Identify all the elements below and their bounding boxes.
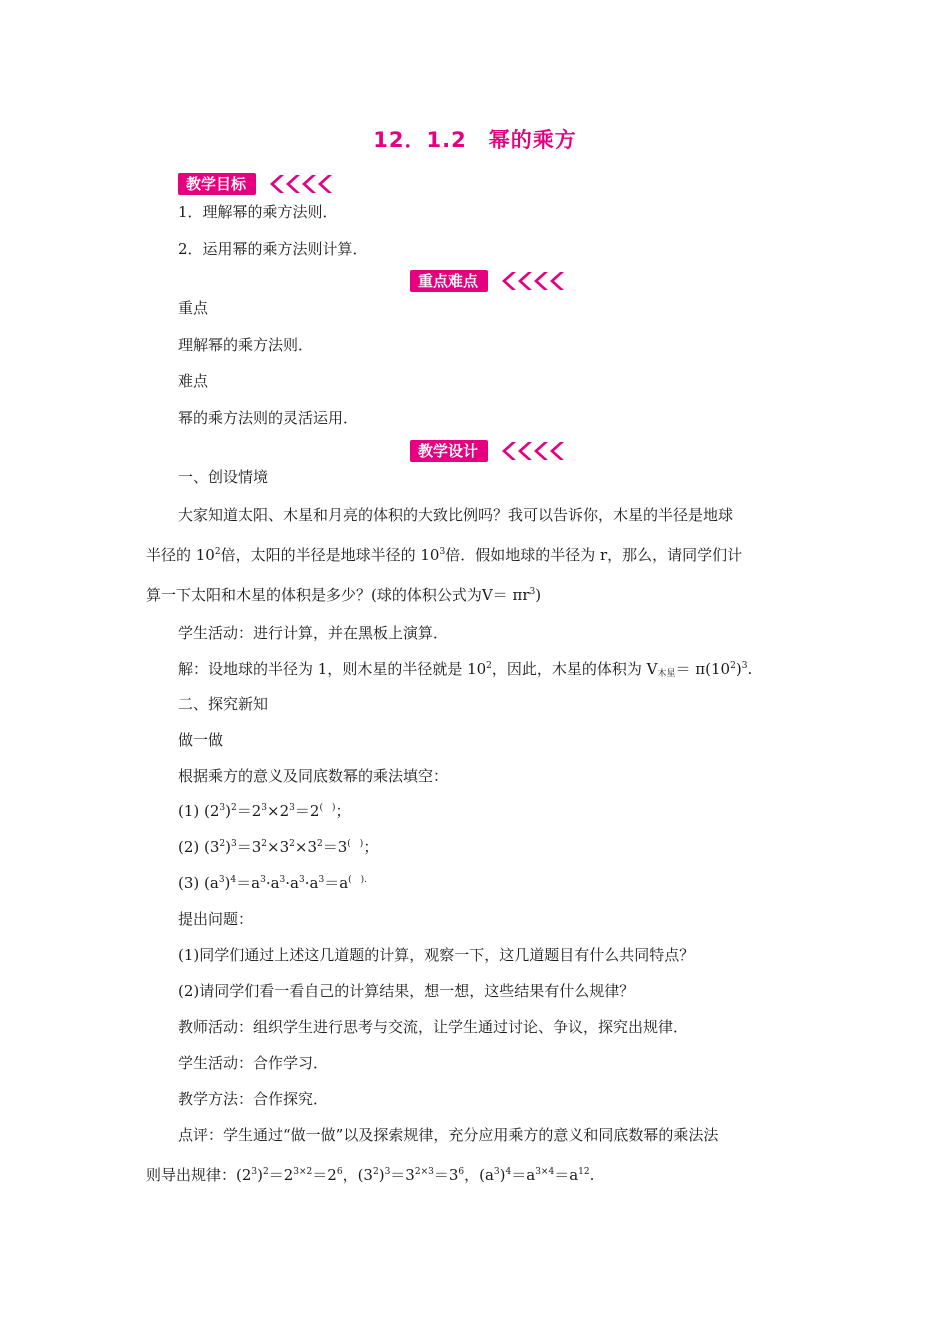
try-heading: 做一做 <box>178 731 224 749</box>
teaching-method: 教学方法：合作探究． <box>178 1090 329 1108</box>
part1-heading: 一、创设情境 <box>178 468 269 486</box>
banner-label: 教学设计 <box>410 440 488 462</box>
objective-item: 2．运用幂的乘方法则计算． <box>178 240 368 258</box>
question-item: (1)同学们通过上述这几道题的计算，观察一下，这几道题目有什么共同特点？ <box>178 946 695 964</box>
page-title: 12．1.2 幂的乘方 <box>373 128 577 152</box>
section-banner-objectives <box>178 173 348 195</box>
chevrons-icon <box>498 271 578 291</box>
question-item: (2)请同学们看一看自己的计算结果，想一想，这些结果有什么规律？ <box>178 982 635 1000</box>
difficulty-heading: 难点 <box>178 372 209 390</box>
key-heading: 重点 <box>178 299 209 317</box>
part2-heading: 二、探究新知 <box>178 695 269 713</box>
intro-paragraph-line: 算一下太阳和木星的体积是多少？(球的体积公式为$V= \pi r^3$) <box>146 586 542 604</box>
teacher-activity: 教师活动：组织学生进行思考与交流，让学生通过讨论、争议，探究出规律． <box>178 1018 689 1036</box>
student-activity: 学生活动：合作学习． <box>178 1054 329 1072</box>
student-activity: 学生活动：进行计算，并在黑板上演算． <box>178 624 449 642</box>
difficulty-text: 幂的乘方法则的灵活运用． <box>178 409 359 427</box>
fill-instruction: 根据乘方的意义及同底数幂的乘法填空： <box>178 767 449 785</box>
solution-text: 解：设地球的半径为 1，则木星的半径就是 $10^2$，因此，木星的体积为 $V_{木星}= \pi(10^2)^3$. <box>178 660 753 679</box>
intro-paragraph-line: 半径的 $10^2$倍，太阳的半径是地球半径的 $10^3$倍．假如地球的半径为 r，那么，请同学们计 <box>146 546 743 564</box>
chevrons-icon <box>498 441 578 461</box>
banner-label: 重点难点 <box>410 270 488 292</box>
comment-line: 点评：学生通过“做一做”以及探索规律，充分应用乘方的意义和同底数幂的乘法法 <box>178 1126 719 1144</box>
exercise-1: (1) $(2^3)^2=2^3\times 2^3=2^{( )}$； <box>178 802 351 820</box>
exercise-2: (2) $(3^2)^3=3^2\times 3^2\times 3^2=3^{( )}$； <box>178 838 379 856</box>
section-banner-design <box>410 440 580 462</box>
exercise-3: (3) $(a^3)^4=a^3\cdot a^3\cdot a^3\cdot a^3=a^{( ).}$ <box>178 874 368 892</box>
questions-heading: 提出问题： <box>178 910 254 928</box>
banner-label: 教学目标 <box>178 173 256 195</box>
intro-paragraph-line: 大家知道太阳、木星和月亮的体积的大致比例吗？我可以告诉你，木星的半径是地球 <box>178 506 734 524</box>
objective-item: 1．理解幂的乘方法则． <box>178 203 338 221</box>
comment-line: 则导出规律：$(2^3)^2=2^{3\times 2}=2^6$，$(3^2)^3=3^{2\times 3}=3^6$，$(a^3)^4=a^{3\times 4}=a^{12}$. <box>146 1166 595 1184</box>
key-text: 理解幂的乘方法则． <box>178 336 314 354</box>
section-banner-key-points <box>410 270 580 292</box>
chevrons-icon <box>266 174 346 194</box>
